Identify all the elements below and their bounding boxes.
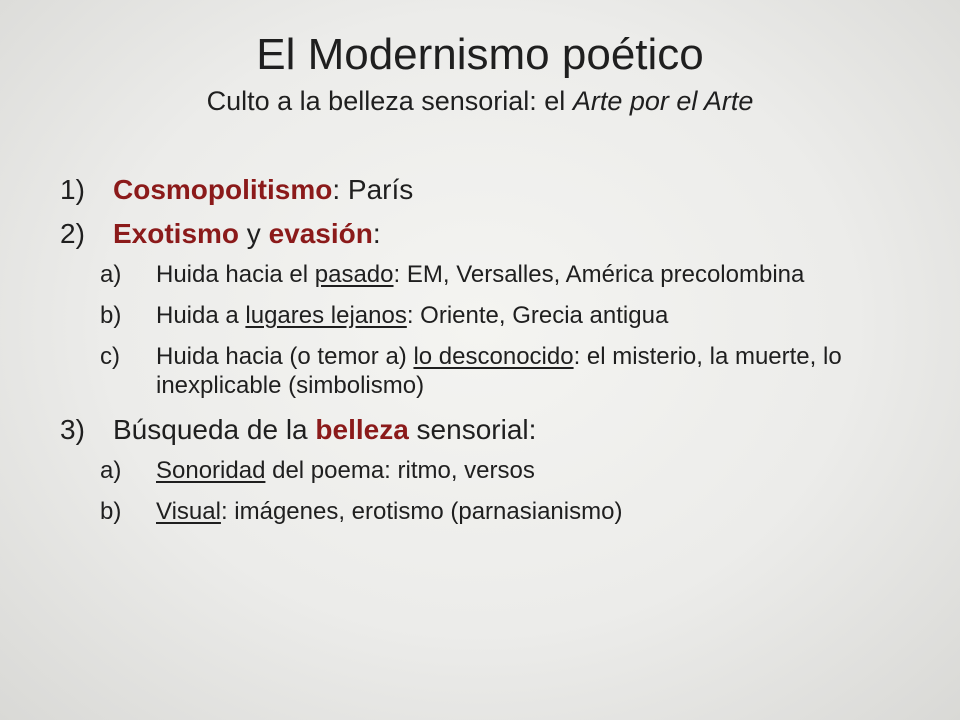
sub-list-letter: b): [100, 498, 122, 525]
text-segment: Sonoridad: [156, 457, 266, 484]
list-item: [60, 172, 920, 208]
text-segment: y: [239, 218, 269, 249]
sub-list-item: [60, 260, 920, 289]
sub-list-letter: c): [100, 343, 120, 370]
sub-list-item: [60, 456, 920, 485]
text-segment: :: [372, 218, 381, 249]
list-item: [60, 216, 920, 252]
text-segment: Visual: [156, 498, 221, 525]
subtitle-text: Culto a la belleza sensorial: el: [206, 86, 573, 116]
text-segment: : EM, Versalles, América precolombina: [393, 261, 805, 288]
list-number: 3): [60, 414, 85, 445]
slide-title: El Modernismo poético: [256, 30, 704, 79]
sub-list-item: [60, 301, 920, 330]
sub-list-item: [60, 342, 920, 400]
text-segment: belleza: [315, 414, 409, 445]
text-segment: Huida a: [156, 302, 246, 329]
text-segment: Huida hacia (o temor a): [156, 343, 414, 370]
text-segment: sensorial:: [408, 414, 537, 445]
list-item: [60, 412, 920, 448]
title-block: [40, 28, 920, 118]
list-number: 1): [60, 174, 85, 205]
subtitle-italic-text: Arte por el Arte: [572, 86, 754, 116]
text-segment: Búsqueda de la: [113, 414, 316, 445]
text-segment: evasión: [268, 218, 373, 249]
slide-subtitle: [40, 84, 920, 118]
text-segment: lo desconocido: [413, 343, 574, 370]
text-segment: del poema: ritmo, versos: [265, 457, 535, 484]
text-segment: : el misterio, la muerte, lo inexplicable (simbolismo): [156, 343, 842, 399]
text-segment: lugares lejanos: [245, 302, 407, 329]
text-segment: : imágenes, erotismo (parnasianismo): [220, 498, 623, 525]
text-segment: : Oriente, Grecia antigua: [406, 302, 669, 329]
text-segment: : París: [332, 174, 414, 205]
text-segment: Exotismo: [113, 218, 240, 249]
sub-list-item: [60, 497, 920, 526]
text-segment: Cosmopolitismo: [113, 174, 333, 205]
text-segment: Huida hacia el: [156, 261, 315, 288]
sub-list-letter: b): [100, 302, 122, 329]
bullet-list: [60, 172, 920, 538]
text-segment: pasado: [314, 261, 394, 288]
sub-list-letter: a): [100, 457, 122, 484]
sub-list-letter: a): [100, 261, 122, 288]
list-number: 2): [60, 218, 85, 249]
